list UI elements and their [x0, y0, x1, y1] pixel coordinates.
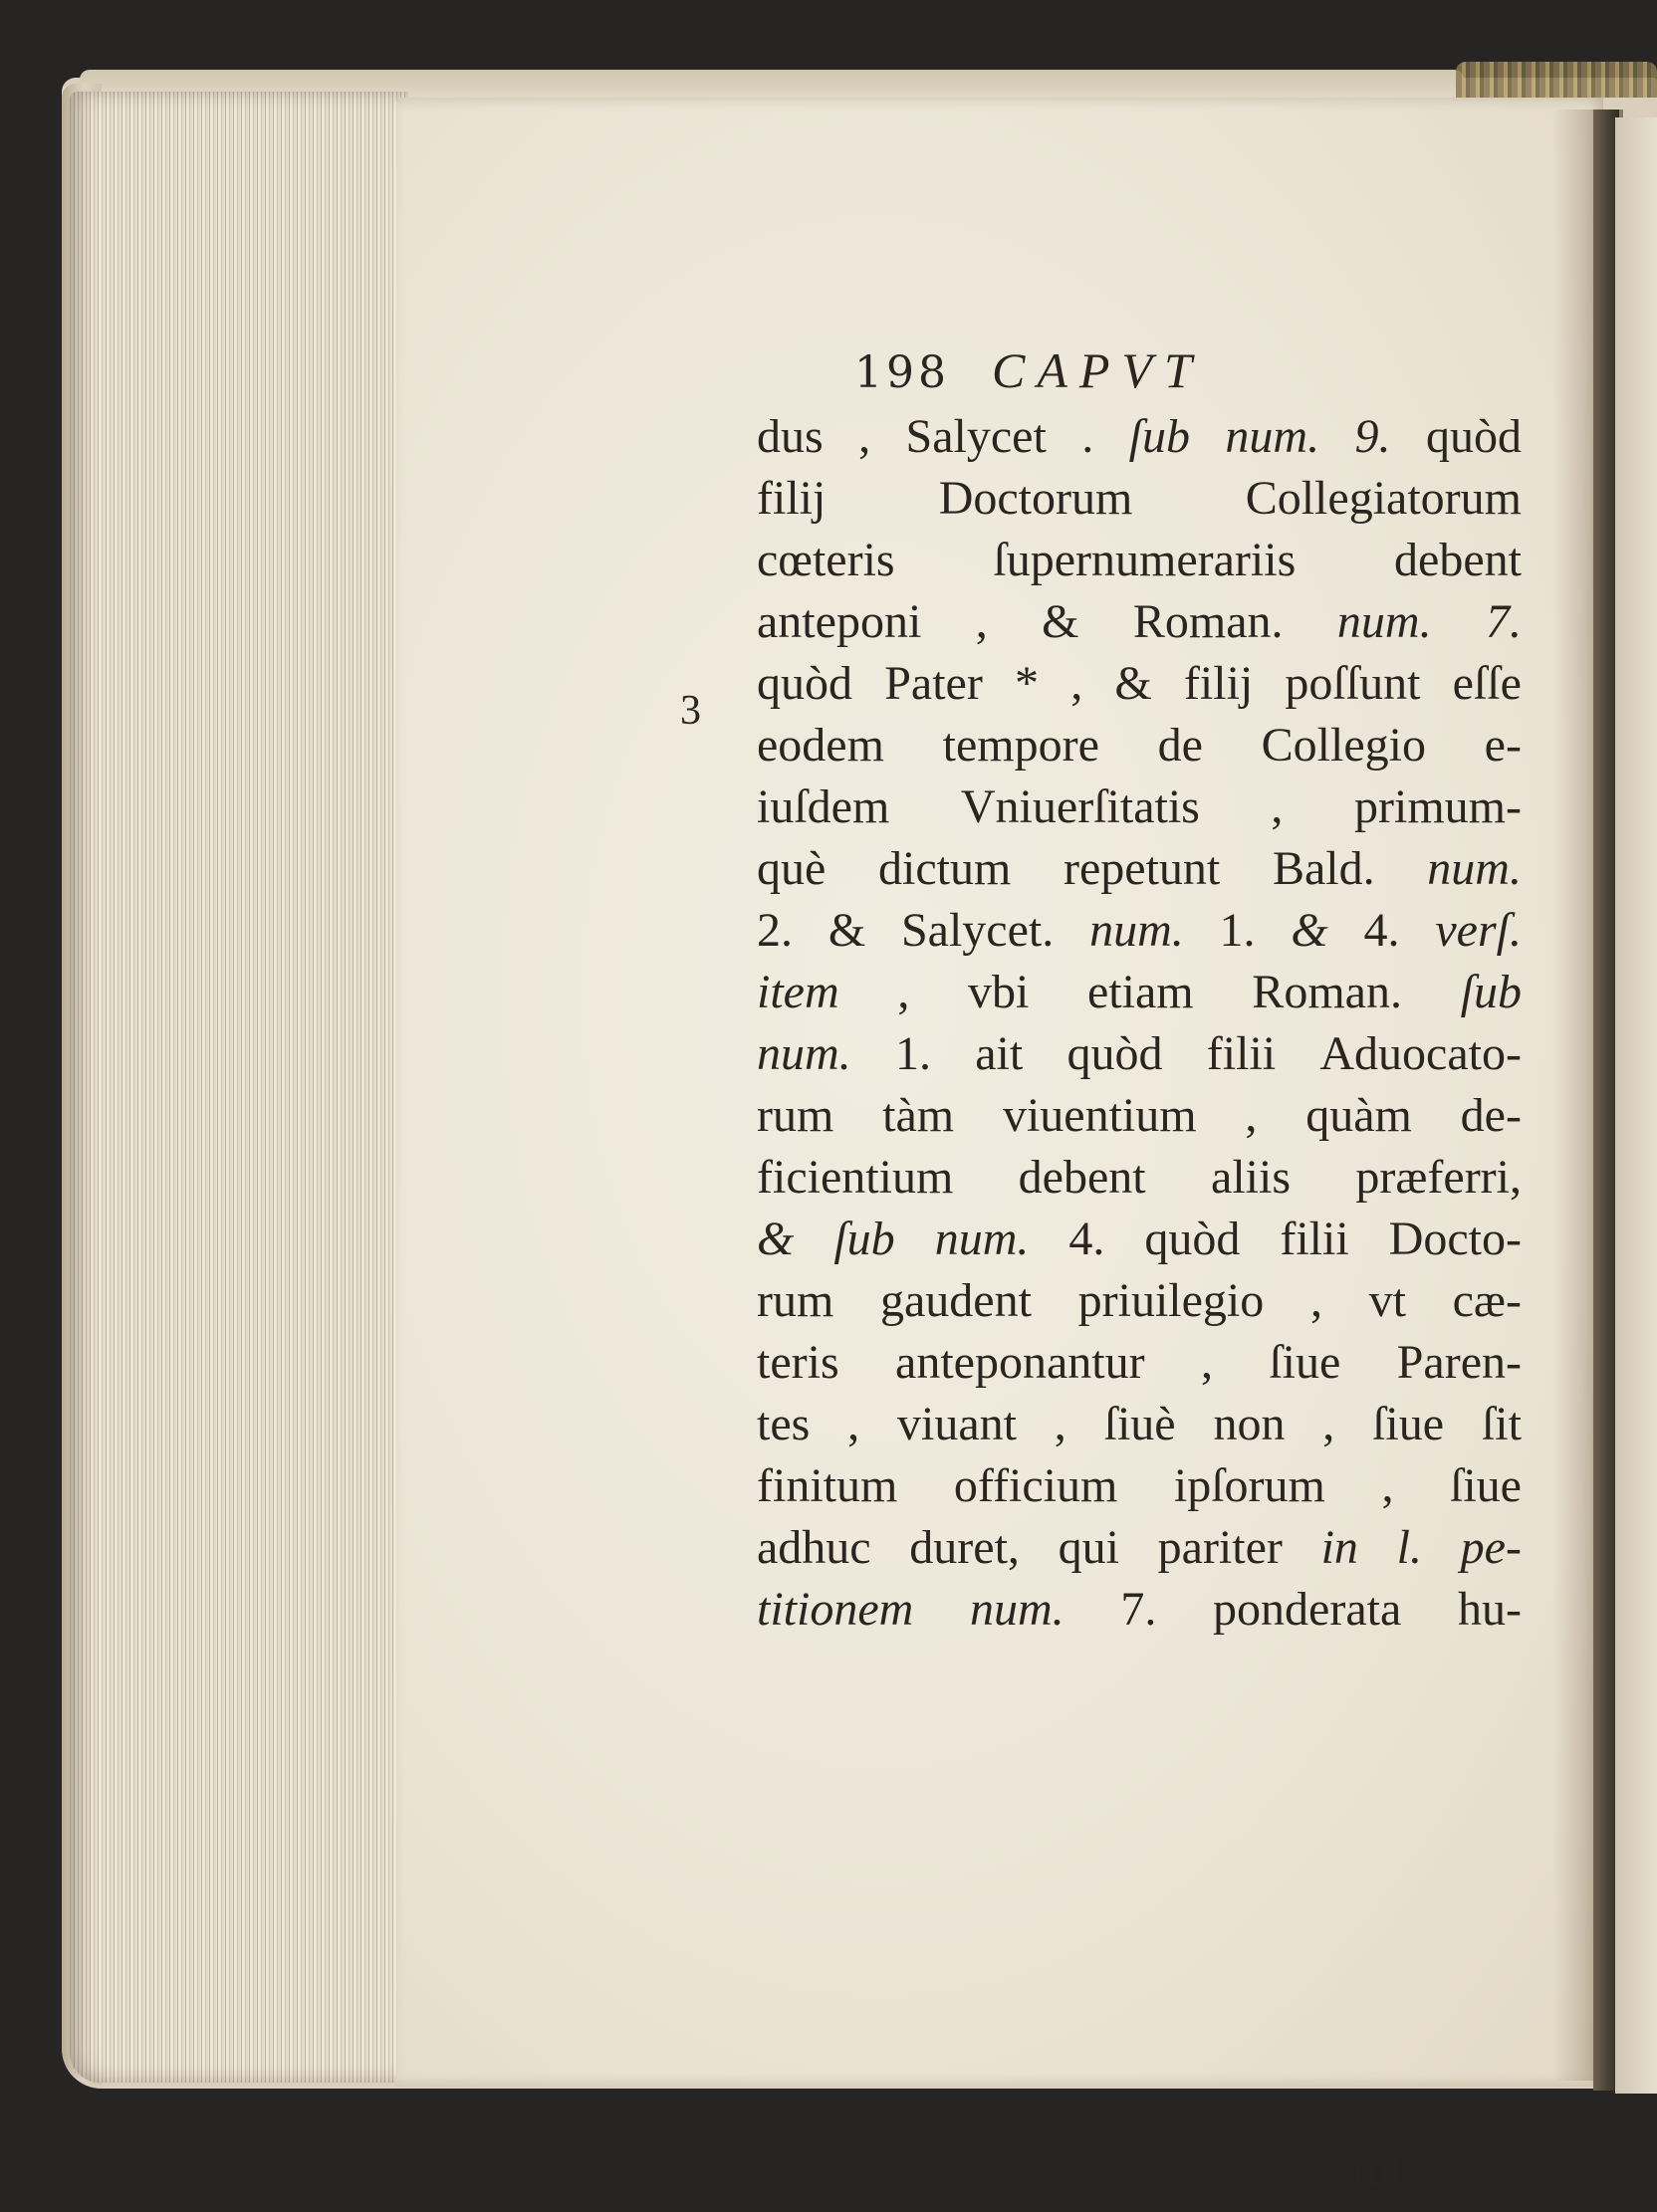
- word: &: [828, 904, 866, 957]
- text-line: [757, 1455, 1522, 1517]
- word: pariter: [1157, 1521, 1283, 1574]
- word: de: [1157, 719, 1203, 772]
- text-line: [757, 962, 1522, 1023]
- text-line: [757, 776, 1522, 838]
- word: num.: [1225, 410, 1320, 463]
- word: priuilegio: [1077, 1274, 1265, 1327]
- word: Collegio: [1261, 719, 1426, 772]
- word: &: [757, 1213, 795, 1265]
- body-text: [757, 406, 1522, 1641]
- word: num.: [934, 1213, 1030, 1265]
- word: etiam: [1087, 966, 1194, 1018]
- word: num.: [1427, 842, 1522, 895]
- word: aliis: [1211, 1151, 1292, 1204]
- word: viuant: [896, 1398, 1017, 1450]
- word: dictum: [878, 842, 1012, 895]
- word: 1.: [1219, 904, 1256, 957]
- word: hu-: [1457, 1583, 1522, 1636]
- word: verſ.: [1435, 904, 1522, 957]
- word: filii: [1206, 1027, 1277, 1080]
- word: 7.: [1485, 595, 1522, 648]
- word: *: [1015, 657, 1039, 710]
- word: adhuc: [757, 1521, 871, 1574]
- text-line: [757, 1517, 1522, 1579]
- word: ſub: [1460, 966, 1522, 1018]
- word: iuſdem: [757, 780, 890, 833]
- word: ,: [1309, 1274, 1322, 1327]
- word: in: [1320, 1521, 1358, 1574]
- text-line: [757, 406, 1522, 468]
- word: teris: [757, 1336, 839, 1389]
- word: filij: [1183, 657, 1254, 710]
- page-stack-edge: [70, 92, 408, 2083]
- word: repetunt: [1064, 842, 1221, 895]
- word: ſupernumerariis: [993, 534, 1297, 586]
- word: eodem: [757, 719, 884, 772]
- word: ,: [1381, 1459, 1394, 1512]
- word: num.: [757, 1027, 851, 1080]
- word: 9.: [1354, 410, 1391, 463]
- word: rum: [757, 1089, 834, 1142]
- word: Docto-: [1388, 1213, 1522, 1265]
- word: anteponi: [757, 595, 922, 648]
- word: titionem: [757, 1583, 914, 1636]
- word: ,: [847, 1398, 860, 1450]
- word: non: [1213, 1398, 1286, 1450]
- word: vt: [1368, 1274, 1406, 1327]
- word: Paren-: [1396, 1336, 1522, 1389]
- word: ſiue: [1372, 1398, 1445, 1450]
- word: item: [757, 966, 839, 1018]
- word: quòd: [757, 657, 852, 710]
- word: .: [1081, 410, 1094, 463]
- word: vbi: [967, 966, 1030, 1018]
- word: ,: [1271, 780, 1284, 833]
- word: què: [757, 842, 827, 895]
- word: rum: [757, 1274, 834, 1327]
- word: ,: [1245, 1089, 1258, 1142]
- word: filii: [1280, 1213, 1349, 1265]
- word: anteponantur: [895, 1336, 1145, 1389]
- word: filij: [757, 472, 827, 525]
- word: num.: [1336, 595, 1432, 648]
- margin-note: 3: [680, 688, 701, 734]
- word: finitum: [757, 1459, 898, 1512]
- word: 2.: [757, 904, 793, 957]
- word: &: [1042, 595, 1079, 648]
- word: Collegiatorum: [1245, 472, 1522, 525]
- text-line: [757, 1270, 1522, 1332]
- word: præferri,: [1355, 1151, 1522, 1204]
- text-line: [757, 653, 1522, 715]
- word: quòd: [1144, 1213, 1241, 1265]
- running-head: [854, 341, 1204, 403]
- word: ait: [975, 1027, 1024, 1080]
- word: num.: [970, 1583, 1065, 1636]
- word: ſiue: [1450, 1459, 1522, 1512]
- text-line: [757, 468, 1522, 530]
- text-line: [757, 1209, 1522, 1270]
- word: ,: [975, 595, 988, 648]
- word: ,: [1070, 657, 1083, 710]
- word: de-: [1460, 1089, 1522, 1142]
- word: Aduocato-: [1319, 1027, 1522, 1080]
- word: ſub: [833, 1213, 895, 1265]
- word: ,: [1322, 1398, 1335, 1450]
- text-line: [757, 900, 1522, 962]
- word: cæ-: [1452, 1274, 1522, 1327]
- text-line: [757, 1085, 1522, 1147]
- text-line: [757, 591, 1522, 653]
- word: Vniuerſitatis: [960, 780, 1200, 833]
- text-line: [757, 1579, 1522, 1641]
- word: &: [1291, 904, 1328, 957]
- catchword: iuſ-: [1352, 2143, 1419, 2196]
- word: 1.: [894, 1027, 931, 1080]
- text-line: [757, 838, 1522, 900]
- text-line: [757, 1394, 1522, 1455]
- page-number: 198: [854, 347, 950, 398]
- word: pe-: [1460, 1521, 1522, 1574]
- word: ,: [1200, 1336, 1213, 1389]
- word: quàm: [1305, 1089, 1412, 1142]
- word: ficientium: [757, 1151, 954, 1204]
- word: viuentium: [1002, 1089, 1197, 1142]
- word: l.: [1396, 1521, 1422, 1574]
- word: 7.: [1120, 1583, 1157, 1636]
- word: e-: [1484, 719, 1522, 772]
- running-title: CAPVT: [991, 342, 1204, 398]
- word: quòd: [1425, 410, 1522, 463]
- word: tempore: [942, 719, 1099, 772]
- word: 4.: [1068, 1213, 1105, 1265]
- word: tàm: [882, 1089, 955, 1142]
- word: poſſunt: [1285, 657, 1421, 710]
- word: 4.: [1363, 904, 1400, 957]
- word: ſit: [1481, 1398, 1522, 1450]
- word: ſub: [1128, 410, 1190, 463]
- word: ,: [858, 410, 871, 463]
- word: &: [1114, 657, 1152, 710]
- word: ,: [897, 966, 910, 1018]
- text-line: [757, 715, 1522, 776]
- word: Bald.: [1272, 842, 1375, 895]
- text-line: [757, 1332, 1522, 1394]
- word: Pater: [884, 657, 983, 710]
- text-line: [757, 1147, 1522, 1209]
- word: officium: [953, 1459, 1118, 1512]
- word: cœteris: [757, 534, 895, 586]
- text-line: [757, 1023, 1522, 1085]
- word: Doctorum: [938, 472, 1133, 525]
- word: ponderata: [1213, 1583, 1402, 1636]
- word: Roman.: [1252, 966, 1402, 1018]
- word: debent: [1018, 1151, 1146, 1204]
- word: primum-: [1354, 780, 1522, 833]
- word: gaudent: [880, 1274, 1032, 1327]
- word: quòd: [1066, 1027, 1163, 1080]
- word: tes: [757, 1398, 811, 1450]
- word: eſſe: [1452, 657, 1522, 710]
- word: ſiuè: [1103, 1398, 1176, 1450]
- word: duret,: [909, 1521, 1020, 1574]
- word: num.: [1089, 904, 1184, 957]
- word: ,: [1054, 1398, 1066, 1450]
- facing-page-edge: [1615, 117, 1657, 2094]
- word: Roman.: [1132, 595, 1284, 648]
- word: Salycet.: [900, 904, 1055, 957]
- word: Salycet: [905, 410, 1047, 463]
- word: ipſorum: [1173, 1459, 1325, 1512]
- word: debent: [1394, 534, 1522, 586]
- word: dus: [757, 410, 824, 463]
- word: ſiue: [1269, 1336, 1341, 1389]
- word: qui: [1058, 1521, 1119, 1574]
- text-line: [757, 530, 1522, 591]
- headband: [1456, 62, 1657, 98]
